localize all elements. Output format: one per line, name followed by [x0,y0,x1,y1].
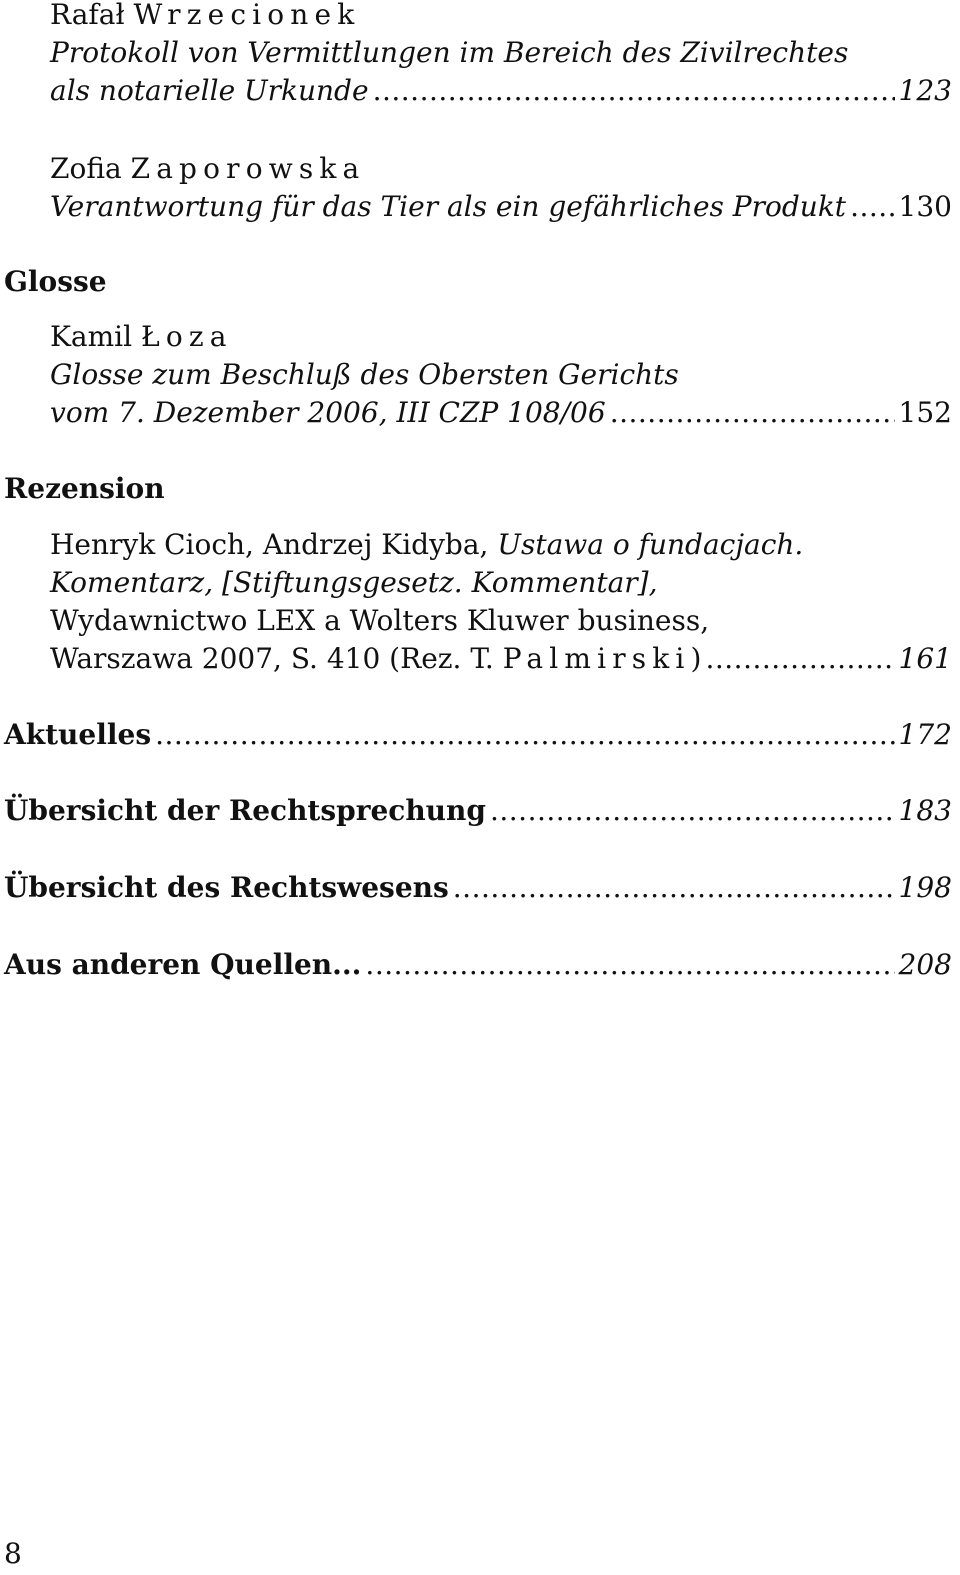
page-number: 172 [898,718,952,751]
dot-leader [155,716,894,754]
author-first-name: Kamil [50,320,133,353]
toc-title-line: als notarielle Urkunde [50,74,369,107]
dot-leader [373,72,895,110]
closing-paren: ) [690,642,702,675]
author-last-name: Wrzecionek [133,0,361,31]
folio-page-number: 8 [4,1537,22,1570]
section-heading-rezension: Rezension [4,472,165,505]
toc-entry-row[interactable] [4,946,952,984]
toc-title-line: Glosse zum Beschluß des Obersten Gerichts [50,358,679,391]
toc-title-line: vom 7. Dezember 2006, III CZP 108/06 [50,396,606,429]
review-line [50,640,701,678]
review-authors: Henryk Cioch, Andrzej Kidyba, [50,528,489,561]
toc-author [50,0,952,34]
review-line [50,526,952,564]
dot-leader [453,869,895,907]
review-publication: Warszawa 2007, S. 410 (Rez. T. [50,642,494,675]
section-heading-rechtsprechung: Übersicht der Rechtsprechung [4,794,486,827]
page-number: 183 [898,794,952,827]
section-heading-rechtswesen: Übersicht des Rechtswesens [4,871,449,904]
author-last-name: Zaporowska [130,152,366,185]
reviewer-name: Palmirski [502,642,691,675]
dot-leader [490,792,895,830]
toc-title-line: Protokoll von Vermittlungen im Bereich des Zivilrechtes [50,36,849,69]
review-line: Wydawnictwo LEX a Wolters Kluwer business, [50,604,710,637]
page-number: 208 [898,948,952,981]
dot-leader [610,394,895,432]
dot-leader [850,188,894,226]
review-title: Ustawa o fundacjach. [497,528,804,561]
section-heading-quellen: Aus anderen Quellen... [4,948,362,981]
page-number: 198 [898,871,952,904]
review-line: Komentarz, [Stiftungsgesetz. Kommentar], [50,566,658,599]
page-number: 123 [898,74,952,107]
toc-entry-row[interactable] [50,72,952,110]
toc-entry-row[interactable] [4,792,952,830]
toc-title-line: Verantwortung für das Tier als ein gefährliches Produkt [50,190,847,223]
toc-author [50,318,952,356]
dot-leader [365,946,894,984]
author-first-name: Rafał [50,0,125,31]
dot-leader [705,640,894,678]
section-heading-aktuelles: Aktuelles [4,718,152,751]
toc-entry-row[interactable] [50,188,952,226]
toc-entry-row[interactable] [4,716,952,754]
toc-entry-row[interactable] [4,869,952,907]
page-number: 152 [898,396,952,429]
section-heading-glosse: Glosse [4,265,107,298]
toc-entry-row[interactable] [50,640,952,678]
page-number: 161 [898,642,952,675]
page-number: 130 [898,190,952,223]
author-last-name: Łoza [140,320,233,353]
toc-author [50,150,952,188]
toc-entry-row[interactable] [50,394,952,432]
author-first-name: Zofia [50,152,122,185]
